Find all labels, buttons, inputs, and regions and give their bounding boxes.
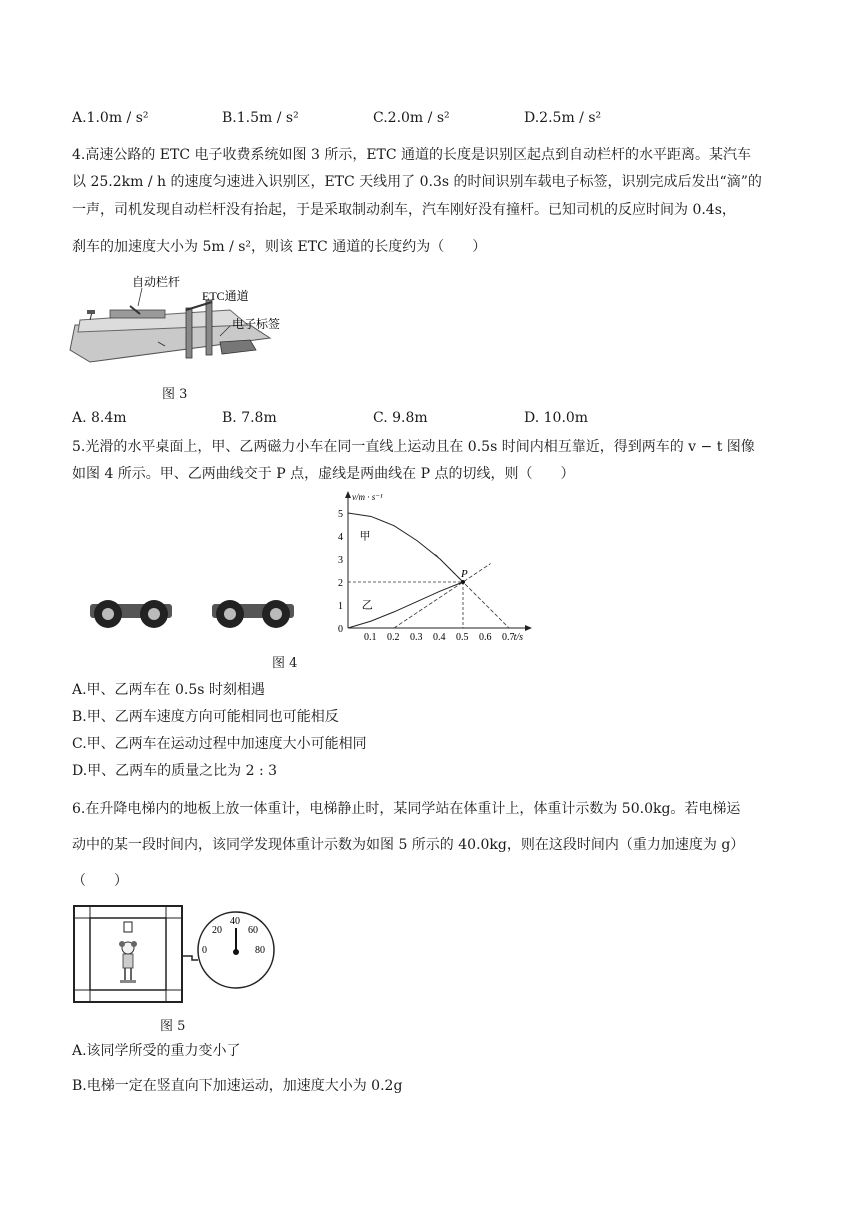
- car-jia: [90, 600, 172, 628]
- elevator-scale-figure: [72, 900, 282, 1005]
- x-tick-label: 0.7: [502, 632, 515, 643]
- q5-line-1: 5.光滑的水平桌面上，甲、乙两磁力小车在同一直线上运动且在 0.5s 时间内相互靠近，得到两车的 v − t 图像: [72, 439, 755, 455]
- q4-line-2: 以 25.2km / h 的速度匀速进入识别区，ETC 天线用了 0.3s 的时间识别车载电子标签，识别完成后发出“滴”的: [72, 174, 762, 190]
- x-tick-label: 0.6: [479, 632, 492, 643]
- y-tick-label: 5: [338, 509, 343, 520]
- q4-option-b: B. 7.8m: [222, 410, 277, 426]
- fig5-caption: 图 5: [160, 1019, 186, 1034]
- dial-label-0: 0: [202, 945, 207, 956]
- q6-option-a: A.该同学所受的重力变小了: [72, 1043, 241, 1059]
- etc-lane-figure: [70, 270, 281, 370]
- x-axis-arrow: [525, 625, 532, 631]
- q5-option-c: C.甲、乙两车在运动过程中加速度大小可能相同: [72, 736, 367, 752]
- q3-option-d: D.2.5m / s²: [524, 110, 602, 126]
- y-tick-label: 2: [338, 578, 343, 589]
- x-tick-label: 0.3: [410, 632, 423, 643]
- fig3-label-bar: 自动栏杆: [132, 275, 181, 289]
- dial-label-40: 40: [230, 916, 240, 927]
- magnetic-cars-figure: [80, 590, 330, 640]
- x-tick-label: 0.4: [433, 632, 446, 643]
- x-tick-label: 0.2: [387, 632, 400, 643]
- tangent-line: [394, 564, 491, 628]
- fig3-label-lane: ETC通道: [202, 289, 249, 303]
- fig4-caption: 图 4: [272, 656, 298, 671]
- q6-line-3: （ ）: [72, 873, 128, 889]
- x-axis-label: t/s: [513, 632, 524, 643]
- q6-line-2: 动中的某一段时间内，该同学发现体重计示数为如图 5 所示的 40.0kg，则在这段时间内（重力加速度为 g）: [72, 837, 745, 853]
- q6-line-1: 6.在升降电梯内的地板上放一体重计，电梯静止时，某同学站在体重计上，体重计示数为 50.0kg。若电梯运: [72, 801, 741, 817]
- q3-option-a: A.1.0m / s²: [72, 110, 149, 126]
- q3-option-b: B.1.5m / s²: [222, 110, 299, 126]
- series-line-0: [348, 513, 463, 582]
- point-p: [461, 580, 465, 584]
- dial-label-20: 20: [212, 925, 222, 936]
- q4-option-d: D. 10.0m: [524, 410, 589, 426]
- q5-option-a: A.甲、乙两车在 0.5s 时刻相遇: [72, 682, 265, 698]
- fig3-label-tag: 电子标签: [232, 317, 281, 331]
- y-tick-label: 1: [338, 601, 343, 612]
- origin-label: 0: [338, 624, 343, 635]
- q4-line-3: 一声，司机发现自动栏杆没有抬起，于是采取制动刹车，汽车刚好没有撞杆。已知司机的反应时间为 0.4s，: [72, 202, 736, 218]
- y-tick-label: 4: [338, 532, 343, 543]
- dial-label-60: 60: [248, 925, 258, 936]
- dial-label-80: 80: [255, 945, 265, 956]
- q5-option-d: D.甲、乙两车的质量之比为 2 : 3: [72, 763, 278, 779]
- student-figure: [119, 941, 137, 983]
- q6-option-b: B.电梯一定在竖直向下加速运动，加速度大小为 0.2g: [72, 1078, 403, 1094]
- fig3-caption: 图 3: [162, 387, 188, 402]
- series-label-1: 乙: [361, 599, 373, 612]
- q4-option-c: C. 9.8m: [373, 410, 428, 426]
- y-axis-label: v/m · s⁻¹: [352, 492, 383, 502]
- q5-option-b: B.甲、乙两车速度方向可能相同也可能相反: [72, 709, 339, 725]
- x-tick-label: 0.1: [364, 632, 377, 643]
- series-label-0: 甲: [359, 530, 371, 543]
- point-p-label: P: [461, 568, 468, 580]
- q4-line-1: 4.高速公路的 ETC 电子收费系统如图 3 所示，ETC 通道的长度是识别区起点到自动栏杆的水平距离。某汽车: [72, 147, 752, 163]
- q5-line-2: 如图 4 所示。甲、乙两曲线交于 P 点，虚线是两曲线在 P 点的切线，则（ ）: [72, 466, 575, 482]
- q3-option-c: C.2.0m / s²: [373, 110, 450, 126]
- vt-chart: [332, 488, 522, 648]
- q4-option-a: A. 8.4m: [72, 410, 127, 426]
- x-tick-label: 0.5: [456, 632, 469, 643]
- y-axis-arrow: [345, 491, 351, 498]
- q4-line-4: 刹车的加速度大小为 5m / s²，则该 ETC 通道的长度约为（ ）: [72, 239, 487, 255]
- y-tick-label: 3: [338, 555, 343, 566]
- car-yi: [212, 600, 294, 628]
